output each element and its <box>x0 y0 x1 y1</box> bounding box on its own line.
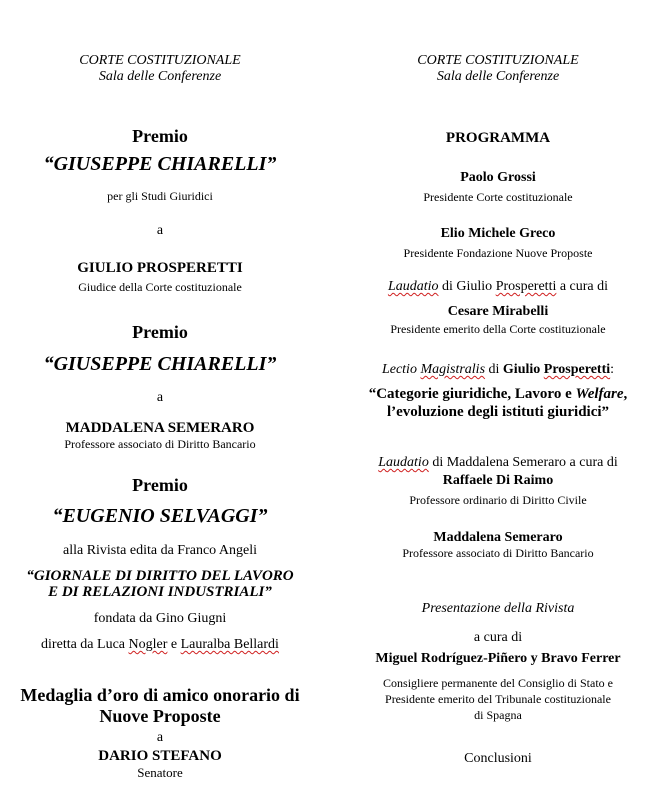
laudatio2-word: Laudatio <box>378 455 429 470</box>
medal-title-line2: Nuove Proposte <box>99 706 221 726</box>
director-nogler: Nogler <box>128 637 168 652</box>
presentation-title: Presentazione della Rivista <box>421 601 575 616</box>
award1-subtitle: per gli Studi Giuridici <box>107 189 213 203</box>
lectio-title-line1 <box>338 386 658 403</box>
laudatio1-text2: a cura di <box>556 279 609 294</box>
lectio-title-part-c: , <box>623 386 628 402</box>
speaker1-role: Presidente Corte costituzionale <box>423 190 573 204</box>
medal-role: Senatore <box>137 765 183 780</box>
lectio-colon: : <box>610 362 615 377</box>
venue-title: CORTE COSTITUZIONALE <box>417 53 579 68</box>
lectio-title-part-a: “Categorie giuridiche, Lavoro e <box>368 386 576 402</box>
director-bellardi: Lauralba Bellardi <box>180 637 279 652</box>
award1-name: “GIUSEPPE CHIARELLI” <box>43 153 277 175</box>
lectio-name-last: Prosperetti <box>543 362 611 377</box>
presentation-name: Miguel Rodríguez-Piñero y Bravo Ferrer <box>375 651 621 666</box>
award2-role: Professore associato di Diritto Bancario <box>64 437 256 451</box>
venue-title: CORTE COSTITUZIONALE <box>79 53 241 68</box>
laudatio1-role: Presidente emerito della Corte costituzionale <box>390 322 606 336</box>
award2-recipient: MADDALENA SEMERARO <box>65 420 255 436</box>
venue-room: Sala delle Conferenze <box>98 69 222 84</box>
lectio-text: di <box>485 362 503 377</box>
left-column <box>0 0 320 802</box>
lectio-intro <box>338 362 658 377</box>
speaker3-name: Maddalena Semeraro <box>433 530 563 545</box>
award3-recipient-intro: alla Rivista edita da Franco Angeli <box>62 543 257 558</box>
award2-name: “GIUSEPPE CHIARELLI” <box>43 353 277 375</box>
award3-name: “EUGENIO SELVAGGI” <box>52 505 268 527</box>
laudatio2-role: Professore ordinario di Diritto Civile <box>409 493 587 507</box>
laudatio2-name: Raffaele Di Raimo <box>442 473 554 488</box>
journal-title-line1: “GIORNALE DI DIRITTO DEL LAVORO <box>26 568 294 584</box>
journal-title-line2: E DI RELAZIONI INDUSTRIALI” <box>48 584 272 600</box>
lectio-word2: Magistralis <box>420 362 486 377</box>
laudatio1-name: Cesare Mirabelli <box>447 304 549 319</box>
laudatio2-intro <box>338 455 658 470</box>
presentation-by: a cura di <box>473 630 523 645</box>
journal-directors-and: e <box>167 637 181 652</box>
lectio-word1: Lectio <box>381 362 421 377</box>
laudatio1-surname: Prosperetti <box>495 279 557 294</box>
speaker2-name: Elio Michele Greco <box>440 226 556 241</box>
award2-premio: Premio <box>132 322 188 342</box>
right-column <box>338 0 658 802</box>
presentation-role-line1: Consigliere permanente del Consiglio di Stato e <box>383 676 613 690</box>
laudatio1-word: Laudatio <box>387 279 439 294</box>
programma-heading: PROGRAMMA <box>445 130 551 146</box>
presentation-role-line2: Presidente emerito del Tribunale costituzionale <box>385 692 611 706</box>
journal-directors <box>0 637 320 652</box>
laudatio2-text: di Maddalena Semeraro a cura di <box>428 455 618 470</box>
award1-premio: Premio <box>132 126 188 146</box>
medal-title-line1: Medaglia d’oro di amico onorario di <box>20 685 300 705</box>
award3-premio: Premio <box>132 475 188 495</box>
laudatio1-intro <box>338 279 658 294</box>
award1-a: a <box>156 223 164 238</box>
award2-a: a <box>156 390 164 405</box>
speaker2-role: Presidente Fondazione Nuove Proposte <box>403 246 593 260</box>
speaker3-role: Professore associato di Diritto Bancario <box>402 546 594 560</box>
award1-recipient: GIULIO PROSPERETTI <box>77 260 243 276</box>
lectio-name-first: Giulio <box>502 362 544 377</box>
medal-recipient: DARIO STEFANO <box>98 748 222 764</box>
award1-role: Giudice della Corte costituzionale <box>78 280 242 294</box>
lectio-title-line2: l’evoluzione degli istituti giuridici” <box>386 404 610 420</box>
journal-directors-prefix: diretta da Luca <box>41 637 129 652</box>
speaker1-name: Paolo Grossi <box>460 170 536 185</box>
conclusioni: Conclusioni <box>464 751 532 766</box>
journal-founder: fondata da Gino Giugni <box>93 611 227 626</box>
venue-room: Sala delle Conferenze <box>436 69 560 84</box>
medal-a: a <box>156 730 164 745</box>
laudatio1-text1: di Giulio <box>438 279 496 294</box>
lectio-title-welfare: Welfare <box>575 386 624 402</box>
presentation-role-line3: di Spagna <box>474 708 522 722</box>
